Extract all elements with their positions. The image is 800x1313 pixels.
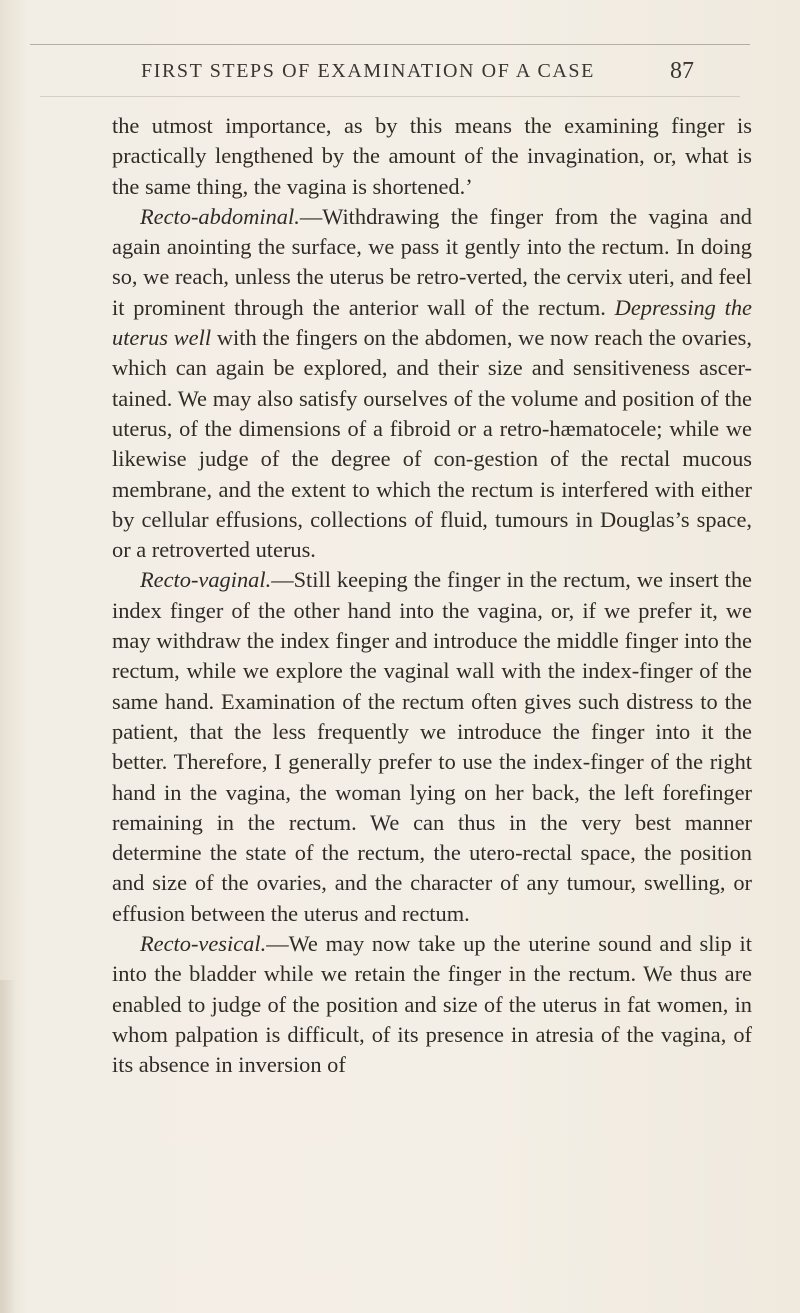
section-heading-recto-abdominal: Recto-abdominal.: [140, 203, 300, 229]
paragraph-recto-vesical: [112, 929, 752, 1080]
paragraph-text: —Withdrawing the finger from the vagina and again anointing the surface, we pass it gently into the rectum. In doing so, we reach, unless the uterus be retro-verted, the cervix uteri, and feel it prominent through the anterior wall of the rectum.: [112, 203, 752, 320]
body-text: [112, 111, 752, 1081]
page-header: [0, 58, 800, 94]
running-head: FIRST STEPS OF EXAMINATION OF A CASE: [141, 60, 595, 82]
paragraph-text: the utmost importance, as by this means the examining finger is practically lengthened by the amount of the invagination, or, what is the same thing, the vagina is shortened.’: [112, 113, 752, 199]
emphasis-text: Depressing the uterus well: [112, 294, 752, 351]
section-heading-recto-vaginal: Recto-vaginal.: [140, 567, 272, 593]
paragraph-text: with the fingers on the abdomen, we now reach the ovaries, which can again be explored, and their size and sensitiveness ascer-tained. We may also satisfy ourselves of the volume and position of the uterus, of the dimensions of a fibroid or a retro-hæmatocele; while we likewise judge of the degree of con-gestion of the rectal mucous membrane, and the extent to which the rectum is interfered with either by cellular effusions, collections of fluid, tumours in Douglas’s space, or a retroverted uterus.: [112, 325, 752, 563]
header-rule: [40, 96, 740, 97]
paragraph-recto-abdominal: [112, 202, 752, 566]
section-heading-recto-vesical: Recto-vesical.: [140, 931, 267, 957]
top-rule: [30, 44, 750, 45]
paragraph-recto-vaginal: [112, 565, 752, 929]
paragraph-text: —Still keeping the finger in the rectum, we insert the index finger of the other hand into the vagina, or, if we prefer it, we may withdraw the index finger and introduce the middle finger into the rectum, while we explore the vaginal wall with the index-finger of the same hand. Examination of the rectum often gives such distress to the patient, that the less frequently we introduce the finger into it the better. Therefore, I generally prefer to use the index-finger of the right hand in the vagina, the woman lying on her back, the left forefinger remaining in the rectum. We can thus in the very best manner determine the state of the rectum, the utero-rectal space, the position and size of the ovaries, and the character of any tumour, swelling, or effusion between the uterus and rectum.: [112, 567, 752, 926]
paragraph-text: —We may now take up the uterine sound and slip it into the bladder while we retain the finger in the rectum. We thus are enabled to judge of the position and size of the uterus in fat women, in whom palpation is difficult, of its presence in atresia of the vagina, of its absence in inversion of: [112, 931, 752, 1078]
page-edge-shadow: [0, 980, 16, 1313]
paragraph-continuation: [112, 111, 752, 202]
page-number: 87: [670, 58, 694, 84]
